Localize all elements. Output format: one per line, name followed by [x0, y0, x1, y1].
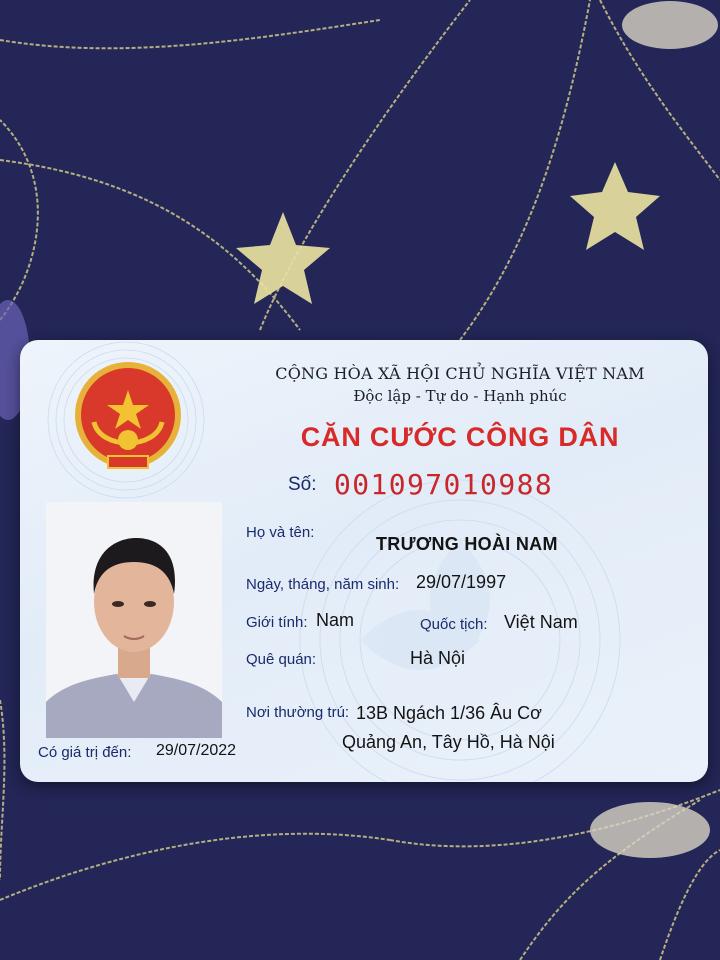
hometown-label: Quê quán:	[246, 651, 317, 668]
nationality-value: Việt Nam	[504, 612, 578, 632]
card-title: CĂN CƯỚC CÔNG DÂN	[300, 422, 620, 452]
hometown-value: Hà Nội	[410, 648, 466, 668]
dob-value: 29/07/1997	[416, 572, 507, 592]
expiry-label: Có giá trị đến:	[38, 744, 132, 761]
residence-label: Nơi thường trú:	[246, 704, 350, 721]
id-number-label: Số:	[288, 474, 317, 495]
expiry-value: 29/07/2022	[156, 742, 237, 759]
nationality-label: Quốc tịch:	[420, 616, 488, 633]
residence-line2: Quảng An, Tây Hồ, Hà Nội	[342, 732, 555, 752]
sex-value: Nam	[316, 610, 355, 630]
sex-label: Giới tính:	[246, 614, 308, 631]
portrait-photo	[46, 502, 222, 738]
residence-line1: 13B Ngách 1/36 Âu Cơ	[356, 703, 542, 723]
national-emblem-icon	[70, 360, 186, 478]
header-republic: CỘNG HÒA XÃ HỘI CHỦ NGHĨA VIỆT NAM	[275, 364, 645, 383]
dob-label: Ngày, tháng, năm sinh:	[246, 576, 400, 593]
name-label: Họ và tên:	[246, 524, 315, 541]
id-number-value: 001097010988	[334, 468, 554, 501]
header-motto: Độc lập - Tự do - Hạnh phúc	[353, 387, 567, 405]
name-value: TRƯƠNG HOÀI NAM	[376, 534, 558, 554]
citizen-id-card	[20, 340, 708, 782]
